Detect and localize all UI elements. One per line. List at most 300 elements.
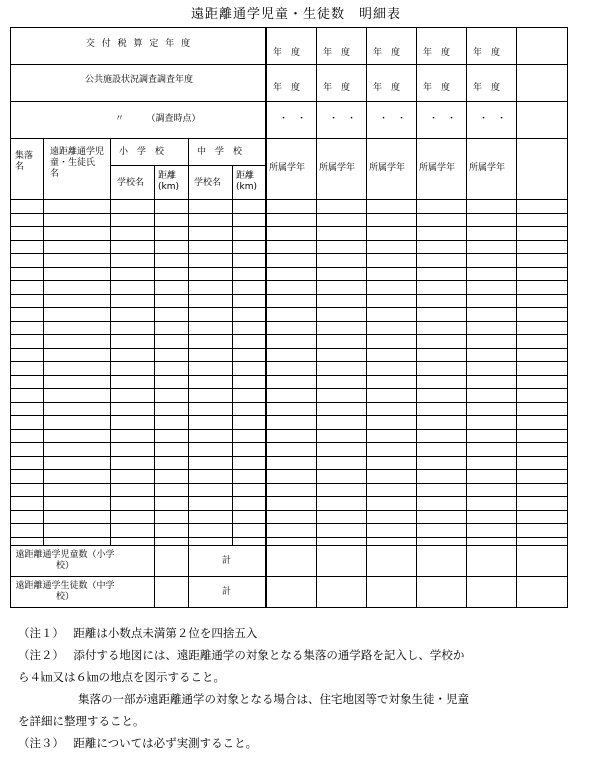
table-row-cell <box>266 348 317 363</box>
kofu-year-cell <box>366 27 417 65</box>
table-row-cell <box>10 456 44 471</box>
table-row-cell <box>416 483 467 498</box>
table-row-cell <box>232 496 266 511</box>
table-row-cell <box>110 267 155 282</box>
table-row-cell <box>266 496 317 511</box>
table-row-cell <box>466 469 517 484</box>
table-row-cell <box>10 429 44 444</box>
table-row-cell <box>110 510 155 525</box>
table-row-cell <box>188 388 233 403</box>
year-label: 年 度 <box>323 83 351 93</box>
table-row-cell <box>416 523 467 538</box>
table-row-cell <box>516 496 568 511</box>
elem-count-value-cell <box>366 545 417 577</box>
table-row-cell <box>110 226 155 241</box>
junior-count-value-cell <box>366 576 417 608</box>
year-label: 年 度 <box>273 83 301 93</box>
table-row-cell <box>154 348 189 363</box>
table-row-cell <box>110 253 155 268</box>
table-row-cell <box>466 456 517 471</box>
table-row-cell <box>188 510 233 525</box>
table-row-cell <box>416 334 467 349</box>
table-row-cell <box>416 429 467 444</box>
table-row-cell <box>416 402 467 417</box>
koukyo-year-cell <box>266 64 317 102</box>
table-row-cell <box>10 321 44 336</box>
table-row-cell <box>154 294 189 309</box>
table-row-cell <box>10 510 44 525</box>
table-row-cell <box>416 348 467 363</box>
table-row-cell <box>43 523 111 538</box>
grade-label: 所属学年 <box>319 163 356 173</box>
table-row-cell <box>366 388 417 403</box>
table-row-cell <box>43 307 111 322</box>
grade-header-cell <box>516 138 568 200</box>
table-row-cell <box>516 321 568 336</box>
table-row-cell <box>316 253 367 268</box>
table-row-cell <box>466 402 517 417</box>
table-row-cell <box>10 415 44 430</box>
table-row-cell <box>366 375 417 390</box>
table-row-cell <box>266 321 317 336</box>
table-row-cell <box>416 213 467 228</box>
table-row-cell <box>110 240 155 255</box>
table-row-cell <box>10 483 44 498</box>
table-row-cell <box>316 348 367 363</box>
table-row-cell <box>154 375 189 390</box>
table-row-cell <box>416 510 467 525</box>
grade-header-cell <box>366 138 417 200</box>
table-row-cell <box>43 334 111 349</box>
table-row-cell <box>466 510 517 525</box>
page-title: 遠距離通学児童・生徒数 明細表 <box>190 7 401 22</box>
junior-distance-label: 距離(km) <box>236 171 258 192</box>
table-row-cell <box>43 294 111 309</box>
table-row-cell <box>110 523 155 538</box>
table-row-cell <box>366 226 417 241</box>
table-row-cell <box>366 456 417 471</box>
table-row-cell <box>43 348 111 363</box>
table-row-cell <box>516 199 568 214</box>
chosa-date-cell <box>316 101 367 139</box>
table-row-cell <box>10 523 44 538</box>
table-row-cell <box>154 199 189 214</box>
table-row-cell <box>366 294 417 309</box>
table-row-cell <box>10 199 44 214</box>
shuraku-label: 集落名 <box>15 151 34 172</box>
koukyo-year-cell <box>466 64 517 102</box>
table-row-cell <box>188 280 233 295</box>
table-row-cell <box>416 456 467 471</box>
table-row-cell <box>366 429 417 444</box>
table-row-cell <box>43 240 111 255</box>
table-row-cell <box>416 496 467 511</box>
date-dots: ・ ・ <box>479 114 507 124</box>
table-row-cell <box>232 240 266 255</box>
table-row-cell <box>366 442 417 457</box>
date-dots: ・ ・ <box>279 114 307 124</box>
junior-count-value-cell <box>316 576 367 608</box>
table-row-cell <box>232 348 266 363</box>
table-row-cell <box>154 213 189 228</box>
table-row-cell <box>232 442 266 457</box>
table-row-cell <box>43 429 111 444</box>
table-row-cell <box>10 334 44 349</box>
table-row-cell <box>188 213 233 228</box>
table-row-cell <box>110 199 155 214</box>
table-row-cell <box>266 469 317 484</box>
table-row-cell <box>10 442 44 457</box>
table-row-cell <box>266 456 317 471</box>
table-row-cell <box>516 415 568 430</box>
table-row-cell <box>154 523 189 538</box>
table-row-cell <box>110 375 155 390</box>
table-row-cell <box>416 469 467 484</box>
elem-count-value-cell <box>316 545 367 577</box>
table-row-cell <box>154 510 189 525</box>
table-row-cell <box>516 523 568 538</box>
table-row-cell <box>366 348 417 363</box>
table-row-cell <box>110 321 155 336</box>
table-row-cell <box>110 456 155 471</box>
table-row-cell <box>416 361 467 376</box>
table-row-cell <box>416 199 467 214</box>
table-row-cell <box>266 375 317 390</box>
junior-label: 中 学 校 <box>197 147 243 157</box>
table-row-cell <box>232 388 266 403</box>
table-row-cell <box>43 402 111 417</box>
table-row-cell <box>232 294 266 309</box>
table-row-cell <box>43 442 111 457</box>
table-row-cell <box>188 442 233 457</box>
table-row-cell <box>366 213 417 228</box>
table-row-cell <box>416 321 467 336</box>
note-2-cont-1: ら４㎞又は６㎞の地点を図示すること。 <box>18 670 225 684</box>
table-row-cell <box>43 415 111 430</box>
table-row-cell <box>316 226 367 241</box>
table-row-cell <box>466 388 517 403</box>
grade-header-cell <box>416 138 467 200</box>
junior-count-label: 遠距離通学生徒数（中学校） <box>15 581 115 602</box>
table-row-cell <box>10 240 44 255</box>
table-row-cell <box>154 321 189 336</box>
elem-count-value-cell <box>416 545 467 577</box>
table-row-cell <box>188 199 233 214</box>
table-row-cell <box>466 213 517 228</box>
year-label: 年 度 <box>373 83 401 93</box>
table-row-cell <box>43 213 111 228</box>
table-row-cell <box>154 483 189 498</box>
note-2: （注２） 添付する地図には、遠距離通学の対象となる集落の通学路を記入し、学校か <box>18 648 465 662</box>
table-row-cell <box>316 415 367 430</box>
table-row-cell <box>316 523 367 538</box>
table-row-cell <box>188 375 233 390</box>
table-row-cell <box>232 334 266 349</box>
table-row-cell <box>188 361 233 376</box>
junior-school-name-header <box>188 165 233 200</box>
table-row-cell <box>43 469 111 484</box>
table-row-cell <box>266 199 317 214</box>
table-row-cell <box>516 267 568 282</box>
table-row-cell <box>316 456 367 471</box>
table-row-cell <box>416 442 467 457</box>
table-row-cell <box>188 429 233 444</box>
table-row-cell <box>188 294 233 309</box>
table-row-cell <box>110 429 155 444</box>
table-row-cell <box>10 388 44 403</box>
date-dots: ・ ・ <box>329 114 357 124</box>
table-row-cell <box>188 226 233 241</box>
shuraku-header <box>10 138 44 200</box>
table-row-cell <box>232 483 266 498</box>
elem-school-name-header <box>110 165 155 200</box>
table-row-cell <box>466 321 517 336</box>
junior-count-value-cell <box>516 576 568 608</box>
table-row-cell <box>232 253 266 268</box>
table-row-cell <box>43 321 111 336</box>
table-row-cell <box>366 402 417 417</box>
chosa-date-cell <box>516 101 568 139</box>
table-row-cell <box>154 334 189 349</box>
chosa-date-cell <box>266 101 317 139</box>
table-row-cell <box>266 429 317 444</box>
table-row-cell <box>43 280 111 295</box>
table-row-cell <box>366 523 417 538</box>
table-row-cell <box>232 469 266 484</box>
table-row-cell <box>416 240 467 255</box>
table-row-cell <box>466 199 517 214</box>
table-row-cell <box>266 510 317 525</box>
elem-distance-label: 距離(km) <box>158 171 180 192</box>
table-row-cell <box>366 199 417 214</box>
junior-total-label: 計 <box>222 587 232 597</box>
table-row-cell <box>232 321 266 336</box>
table-row-cell <box>110 496 155 511</box>
table-row-cell <box>316 307 367 322</box>
table-row-cell <box>10 294 44 309</box>
table-row-cell <box>110 483 155 498</box>
grade-label: 所属学年 <box>269 163 306 173</box>
chosa-label: 〃 （調査時点） <box>115 114 201 124</box>
table-row-cell <box>466 280 517 295</box>
year-label: 年 度 <box>373 48 401 58</box>
detail-table <box>11 28 567 608</box>
table-row-cell <box>316 429 367 444</box>
table-row-cell <box>466 483 517 498</box>
table-row-cell <box>516 402 568 417</box>
junior-count-value-cell <box>416 576 467 608</box>
kofu-year-cell <box>416 27 467 65</box>
table-row-cell <box>232 402 266 417</box>
date-dots: ・ ・ <box>379 114 407 124</box>
table-row-cell <box>466 240 517 255</box>
table-row-cell <box>316 199 367 214</box>
elementary-header <box>110 138 189 166</box>
table-row-cell <box>516 388 568 403</box>
table-row-cell <box>43 375 111 390</box>
table-row-cell <box>154 469 189 484</box>
table-row-cell <box>366 240 417 255</box>
table-row-cell <box>316 240 367 255</box>
table-row-cell <box>366 469 417 484</box>
table-row-cell <box>516 375 568 390</box>
table-row-cell <box>466 307 517 322</box>
table-row-cell <box>466 348 517 363</box>
table-row-cell <box>43 496 111 511</box>
elem-school-name-label: 学校名 <box>117 178 145 188</box>
table-row-cell <box>43 456 111 471</box>
year-label: 年 度 <box>423 48 451 58</box>
table-row-cell <box>232 267 266 282</box>
table-row-cell <box>366 483 417 498</box>
table-row-cell <box>466 334 517 349</box>
table-row-cell <box>10 375 44 390</box>
table-row-cell <box>43 361 111 376</box>
table-row-cell <box>466 523 517 538</box>
elem-count-cell <box>10 545 155 577</box>
table-row-cell <box>466 442 517 457</box>
table-row-cell <box>110 280 155 295</box>
table-row-cell <box>316 510 367 525</box>
table-row-cell <box>154 388 189 403</box>
grade-header-cell <box>466 138 517 200</box>
table-row-cell <box>516 213 568 228</box>
table-row-cell <box>416 307 467 322</box>
kofu-year-cell <box>466 27 517 65</box>
table-row-cell <box>516 307 568 322</box>
table-row-cell <box>188 321 233 336</box>
table-row-cell <box>10 253 44 268</box>
table-row-cell <box>516 483 568 498</box>
koukyo-label: 公共施設状況調査調査年度 <box>84 75 193 85</box>
date-dots: ・ ・ <box>429 114 457 124</box>
koukyo-label-cell <box>10 64 266 102</box>
table-row-cell <box>188 523 233 538</box>
year-label: 年 度 <box>473 83 501 93</box>
junior-header <box>188 138 266 166</box>
table-row-cell <box>110 213 155 228</box>
table-row-cell <box>366 334 417 349</box>
table-row-cell <box>416 226 467 241</box>
table-row-cell <box>110 361 155 376</box>
table-row-cell <box>10 348 44 363</box>
table-row-cell <box>188 240 233 255</box>
table-row-cell <box>110 348 155 363</box>
table-row-cell <box>110 334 155 349</box>
table-row-cell <box>10 226 44 241</box>
table-row-cell <box>154 402 189 417</box>
table-row-cell <box>154 429 189 444</box>
note-2-cont-2: 集落の一部が遠距離通学の対象となる場合は、住宅地図等で対象生徒・児童 <box>78 692 469 706</box>
table-row-cell <box>110 469 155 484</box>
table-row-cell <box>232 456 266 471</box>
year-label: 年 度 <box>473 48 501 58</box>
table-row-cell <box>232 226 266 241</box>
table-row-cell <box>232 361 266 376</box>
table-row-cell <box>316 402 367 417</box>
chosa-date-cell <box>466 101 517 139</box>
year-label: 年 度 <box>323 48 351 58</box>
table-row-cell <box>416 280 467 295</box>
table-row-cell <box>110 415 155 430</box>
table-row-cell <box>266 415 317 430</box>
table-row-cell <box>43 510 111 525</box>
table-row-cell <box>110 307 155 322</box>
table-row-cell <box>516 280 568 295</box>
elem-count-value-cell <box>516 545 568 577</box>
elem-count-value-cell <box>266 545 317 577</box>
kofu-label: 交 付 税 算 定 年 度 <box>85 39 193 49</box>
table-row-cell <box>188 415 233 430</box>
table-row-cell <box>43 388 111 403</box>
table-row-cell <box>466 253 517 268</box>
elem-total-cell <box>188 545 266 577</box>
table-row-cell <box>266 307 317 322</box>
table-row-cell <box>188 267 233 282</box>
table-row-cell <box>43 199 111 214</box>
year-label: 年 度 <box>273 48 301 58</box>
elem-count-blank <box>154 545 189 577</box>
table-row-cell <box>266 523 317 538</box>
table-row-cell <box>416 375 467 390</box>
note-3: （注３） 距離については必ず実測すること。 <box>18 736 258 750</box>
table-row-cell <box>516 240 568 255</box>
grade-header-cell <box>266 138 317 200</box>
junior-school-name-label: 学校名 <box>194 178 222 188</box>
table-row-cell <box>188 456 233 471</box>
table-row-cell <box>10 469 44 484</box>
table-row-cell <box>232 415 266 430</box>
table-row-cell <box>516 429 568 444</box>
table-row-cell <box>316 280 367 295</box>
table-row-cell <box>188 253 233 268</box>
table-row-cell <box>232 280 266 295</box>
table-row-cell <box>154 267 189 282</box>
table-row-cell <box>266 361 317 376</box>
chosa-label-cell <box>10 101 266 139</box>
table-row-cell <box>266 483 317 498</box>
table-row-cell <box>316 294 367 309</box>
table-row-cell <box>232 307 266 322</box>
table-row-cell <box>416 267 467 282</box>
table-row-cell <box>154 226 189 241</box>
table-row-cell <box>466 226 517 241</box>
table-row-cell <box>516 334 568 349</box>
note-2-cont-3: を詳細に整理すること。 <box>18 714 145 728</box>
kofu-year-cell <box>316 27 367 65</box>
koukyo-year-cell <box>366 64 417 102</box>
kofu-year-cell <box>516 27 568 65</box>
table-row-cell <box>466 375 517 390</box>
table-row-cell <box>154 280 189 295</box>
table-row-cell <box>10 361 44 376</box>
elementary-label: 小 学 校 <box>119 147 165 157</box>
table-row-cell <box>266 334 317 349</box>
table-row-cell <box>316 361 367 376</box>
student-name-header <box>43 138 114 200</box>
elem-count-label: 遠距離通学児童数（小学校） <box>15 550 115 571</box>
grade-label: 所属学年 <box>469 163 506 173</box>
student-name-label: 遠距離通学児童・生徒氏 名 <box>50 147 114 179</box>
junior-count-cell <box>10 576 155 608</box>
junior-count-value-cell <box>266 576 317 608</box>
table-row-cell <box>266 226 317 241</box>
kofu-label-cell <box>10 27 266 65</box>
chosa-date-cell <box>416 101 467 139</box>
table-row-cell <box>188 496 233 511</box>
table-row-cell <box>232 199 266 214</box>
table-row-cell <box>232 429 266 444</box>
